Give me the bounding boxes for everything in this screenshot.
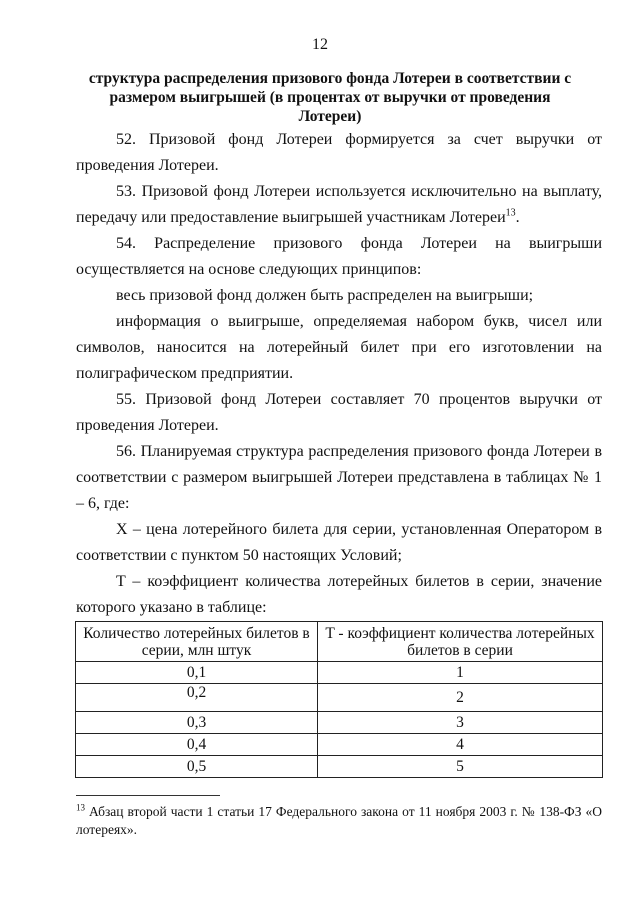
paragraph-x-definition: X – цена лотерейного билета для серии, установленная Оператором в соответствии с пунктом 50 настоящих Условий; — [76, 521, 602, 564]
paragraph-55: 55. Призовой фонд Лотереи составляет 70 процентов выручки от проведения Лотереи. — [76, 391, 602, 434]
paragraph-54-principle-1: весь призовой фонд должен быть распределен на выигрыши; — [116, 287, 534, 304]
paragraph-t-definition: T – коэффициент количества лотерейных билетов в серии, значение которого указано в таблице: — [76, 573, 602, 616]
paragraph-54-principle-2: информация о выигрыше, определяемая набором букв, чисел или символов, наносится на лотерейный билет при его изготовлении на полиграфическом предприятии. — [76, 313, 602, 382]
footnote — [76, 803, 602, 839]
page-number: 12 — [312, 36, 328, 53]
paragraph-56: 56. Планируемая структура распределения призового фонда Лотереи в соответствии с размером выигрышей Лотереи представлена в таблицах № 1 – 6, где: — [76, 443, 602, 512]
table-cell-coefficient: 5 — [318, 756, 603, 778]
table-cell-quantity: 0,3 — [76, 712, 318, 734]
coefficient-table — [75, 621, 603, 778]
footnote-ref: 13 — [505, 207, 516, 219]
table-cell-quantity: 0,2 — [76, 684, 318, 712]
table-header-quantity: Количество лотерейных билетов в серии, млн штук — [76, 622, 318, 662]
paragraph-52: 52. Призовой фонд Лотереи формируется за счет выручки от проведения Лотереи. — [76, 131, 602, 174]
paragraph-54: 54. Распределение призового фонда Лотереи на выигрыши осуществляется на основе следующих принципов: — [76, 235, 602, 278]
table-cell-quantity: 0,1 — [76, 662, 318, 684]
paragraph-53 — [76, 179, 602, 231]
table-row — [76, 684, 603, 712]
section-heading: структура распределения призового фонда Лотереи в соответствии с размером выигрышей (в процентах от выручки от проведения Лотереи) — [88, 70, 572, 125]
table-cell-coefficient: 2 — [318, 684, 603, 712]
footnote-text: Абзац второй части 1 статьи 17 Федерального закона от 11 ноября 2003 г. № 138-ФЗ «О лотереях». — [76, 804, 602, 837]
paragraph-53-text: 53. Призовой фонд Лотереи используется исключительно на выплату, передачу или предоставление выигрышей участникам Лотереи — [76, 183, 602, 226]
table-row — [76, 662, 603, 684]
table-header-coefficient: T - коэффициент количества лотерейных билетов в серии — [318, 622, 603, 662]
table-cell-coefficient: 3 — [318, 712, 603, 734]
table-cell-coefficient: 4 — [318, 734, 603, 756]
table-row — [76, 734, 603, 756]
table-cell-quantity: 0,4 — [76, 734, 318, 756]
footnote-divider — [76, 795, 220, 796]
paragraph-53-end: . — [515, 209, 520, 226]
table-cell-quantity: 0,5 — [76, 756, 318, 778]
table-row — [76, 756, 603, 778]
footnote-number: 13 — [76, 802, 85, 813]
table-cell-coefficient: 1 — [318, 662, 603, 684]
table-header-row — [76, 622, 603, 662]
table-row — [76, 712, 603, 734]
